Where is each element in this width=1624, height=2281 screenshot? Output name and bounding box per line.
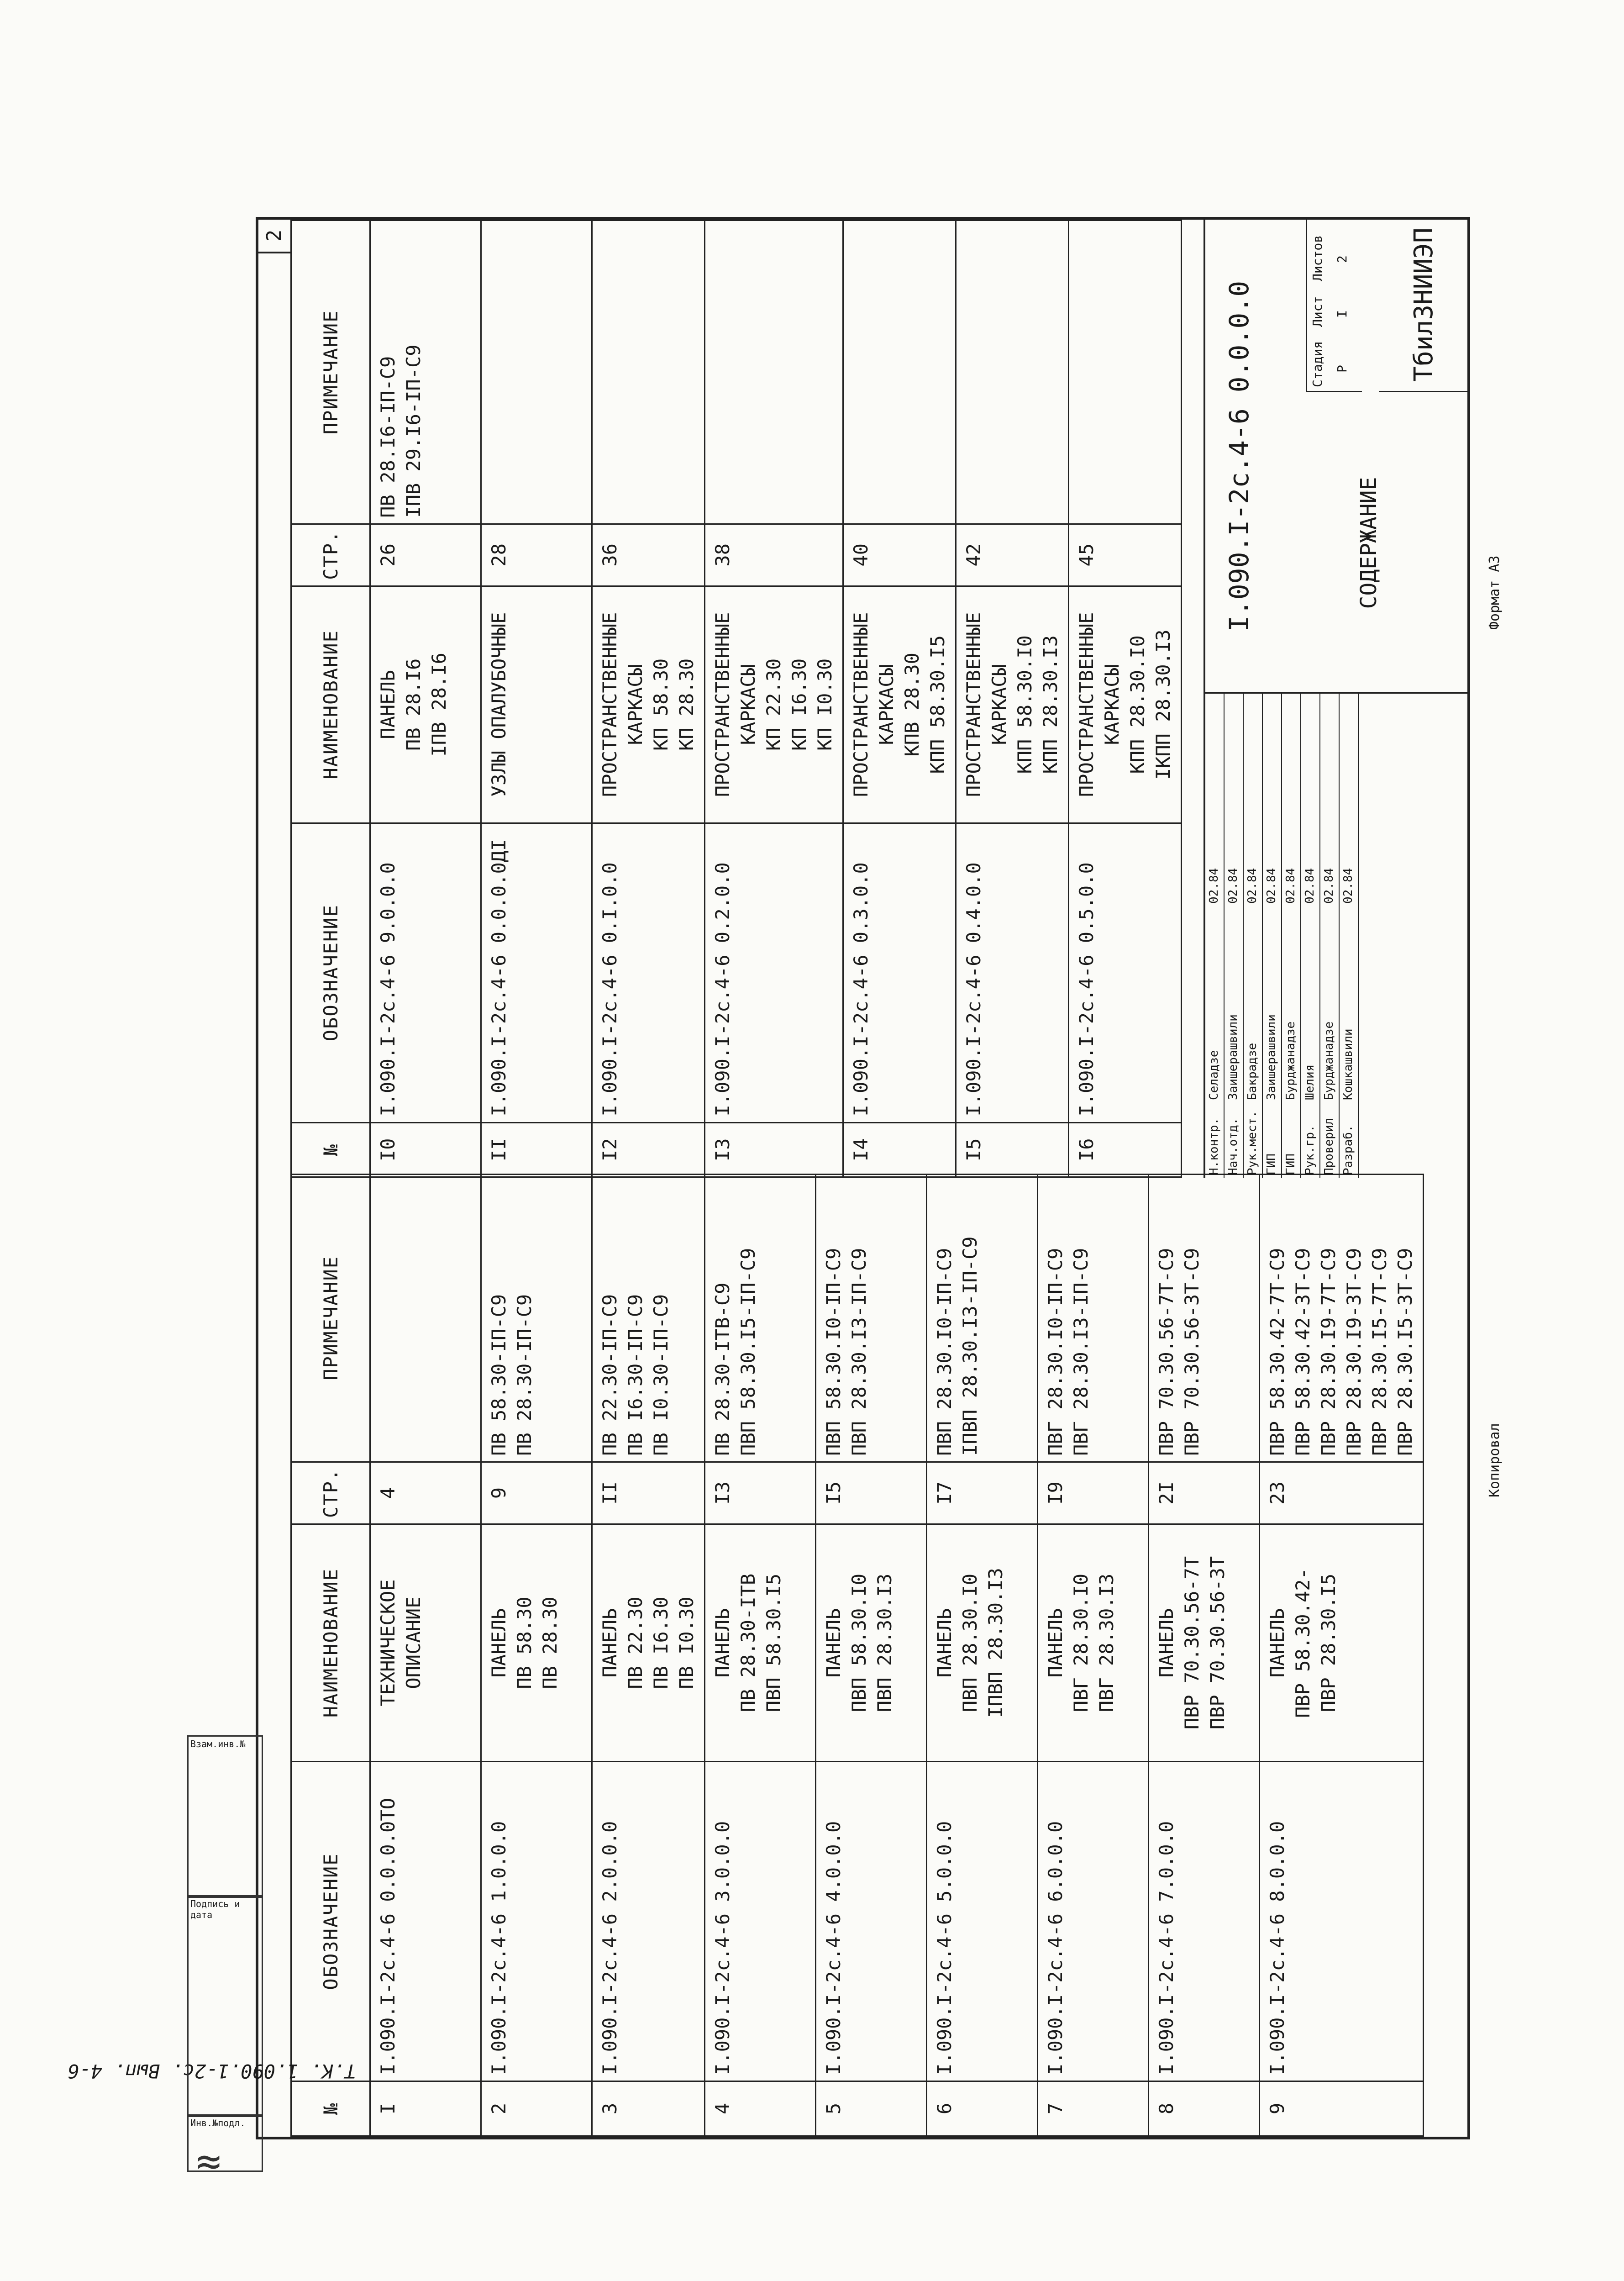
row-note — [592, 1174, 705, 1462]
row-number: 7 — [1038, 2081, 1149, 2136]
stamp-name: Заишерашвили — [1265, 1014, 1278, 1100]
row-name-line: ПРОСТРАНСТВЕННЫЕ — [1075, 612, 1098, 797]
stamp-row — [1205, 694, 1225, 1178]
stage-box — [1306, 218, 1362, 392]
row-page: II — [592, 1462, 705, 1524]
sheet-value: I — [1335, 310, 1350, 318]
row-name-line: ПВ 28.30 — [539, 1596, 561, 1689]
row-note — [370, 221, 481, 524]
stamp-row — [1225, 694, 1244, 1178]
stamp-row — [1320, 694, 1340, 1178]
row-note — [370, 1174, 481, 1462]
row-note — [843, 221, 956, 524]
row-number: I4 — [843, 1122, 956, 1177]
table-row — [481, 1174, 592, 2136]
row-page: 36 — [592, 524, 705, 586]
archive-cell: Инв.№подл. — [190, 2118, 246, 2128]
row-note-line: ПВ I0.30-IП-С9 — [650, 1294, 672, 1456]
side-code: Т.К. 1.090.1-2с. Вып. 4-6 — [67, 2060, 356, 2082]
contents-table-left — [290, 1174, 1424, 2137]
row-name-line: КАРКАСЫ — [988, 664, 1010, 745]
row-name-line: ПВ 22.30 — [624, 1596, 646, 1689]
table-row — [705, 1174, 816, 2136]
row-number: 9 — [1260, 2081, 1424, 2136]
stamp-date: 02.84 — [1322, 868, 1336, 904]
row-page: I3 — [705, 1462, 816, 1524]
rotated-content — [258, 220, 1503, 2137]
row-code: I.090.I-2с.4-6 0.4.0.0 — [956, 823, 1069, 1122]
table-row — [481, 221, 592, 1177]
table-row — [705, 221, 843, 1177]
stamp-name: Бурджанадзе — [1284, 1021, 1298, 1100]
header-name: НАИМЕНОВАНИЕ — [291, 1524, 370, 1762]
row-code: I.090.I-2с.4-6 4.0.0.0 — [816, 1762, 927, 2081]
row-name-line: ПРОСТРАНСТВЕННЫЕ — [962, 612, 985, 797]
row-number: I0 — [370, 1122, 481, 1177]
row-number: I6 — [1069, 1122, 1182, 1177]
row-name — [816, 1524, 927, 1762]
row-code: I.090.I-2с.4-6 0.0.0.0ТО — [370, 1762, 481, 2081]
row-note — [816, 1174, 927, 1462]
row-note-line: ПВ I6.30-IП-С9 — [624, 1294, 646, 1456]
sheets-label: Листов — [1310, 235, 1325, 281]
stamp-date: 02.84 — [1207, 868, 1221, 904]
stage-label: Стадия — [1310, 341, 1325, 387]
row-code: I.090.I-2с.4-6 5.0.0.0 — [927, 1762, 1038, 2081]
row-name — [370, 586, 481, 823]
table-row — [1260, 1174, 1424, 2136]
header-page: СТР. — [291, 1462, 370, 1524]
organization: ТбилЗНИИЭП — [1379, 218, 1469, 392]
row-code: I.090.I-2с.4-6 0.3.0.0 — [843, 823, 956, 1122]
row-name-line: КП 22.30 — [762, 658, 785, 751]
row-name — [370, 1524, 481, 1762]
row-name-line: КАРКАСЫ — [737, 664, 759, 745]
row-name-line: ПВ 58.30 — [513, 1596, 536, 1689]
row-page: 23 — [1260, 1462, 1424, 1524]
row-note-line: ПВ 28.I6-IП-С9 — [377, 356, 399, 518]
table-row — [956, 221, 1069, 1177]
row-name — [927, 1524, 1038, 1762]
header-num: № — [291, 1122, 370, 1177]
title-block — [1204, 220, 1469, 1178]
row-page: 42 — [956, 524, 1069, 586]
row-name-line: IПВП 28.30.I3 — [984, 1568, 1007, 1718]
stamp-row — [1282, 694, 1301, 1178]
row-number: I3 — [705, 1122, 843, 1177]
stamp-date: 02.84 — [1341, 868, 1355, 904]
row-note-line: IПВ 29.I6-IП-С9 — [402, 344, 425, 518]
stamp-row — [1340, 694, 1359, 1178]
table-row — [1149, 1174, 1260, 2136]
copied-label: Копировал — [1487, 1423, 1503, 1497]
row-name — [592, 586, 705, 823]
row-note-line: ПВР 28.30.I5-3Т-С9 — [1394, 1248, 1416, 1456]
row-name-line: ПВП 28.30.I0 — [959, 1573, 981, 1712]
row-name-line: ПАНЕЛЬ — [599, 1608, 621, 1678]
row-code: I.090.I-2с.4-6 6.0.0.0 — [1038, 1762, 1149, 2081]
table-row — [592, 1174, 705, 2136]
archive-cell: Подпись и дата — [190, 1898, 240, 1920]
row-note-line: IПВП 28.30.I3-IП-С9 — [959, 1236, 981, 1456]
row-code: I.090.I-2с.4-6 2.0.0.0 — [592, 1762, 705, 2081]
stamp-role: ГИП — [1265, 1154, 1278, 1175]
header-code: ОБОЗНАЧЕНИЕ — [291, 823, 370, 1122]
row-name — [1149, 1524, 1260, 1762]
row-number: II — [481, 1122, 592, 1177]
row-note — [956, 221, 1069, 524]
archive-cell: Взам.инв.№ — [190, 1738, 246, 1749]
row-page: 40 — [843, 524, 956, 586]
row-name-line: КАРКАСЫ — [624, 664, 646, 745]
row-note-line: ПВР 70.30.56-3Т-С9 — [1181, 1248, 1203, 1456]
row-name-line: ПВГ 28.30.I0 — [1070, 1573, 1092, 1712]
stamp-name: Селадзе — [1207, 1050, 1221, 1100]
table-row — [843, 221, 956, 1177]
stamp-role: Рук.гр. — [1303, 1125, 1317, 1175]
stamp-row — [1301, 694, 1320, 1178]
row-number: I — [370, 2081, 481, 2136]
row-name — [592, 1524, 705, 1762]
stamp-name: Бакрадзе — [1246, 1043, 1259, 1100]
row-note — [927, 1174, 1038, 1462]
row-page: I7 — [927, 1462, 1038, 1524]
row-name — [843, 586, 956, 823]
row-note-line: ПВ 28.30-IП-С9 — [513, 1294, 536, 1456]
handwritten-signature: ≈ — [196, 2137, 221, 2185]
row-name-line: КПП 28.30.I3 — [1039, 635, 1062, 774]
row-note-line: ПВ 58.30-IП-С9 — [488, 1294, 510, 1456]
row-note-line: ПВП 28.30.I0-IП-С9 — [933, 1248, 956, 1456]
stamp-role: Рук.мест. — [1246, 1111, 1259, 1175]
row-name-line: ПАНЕЛЬ — [822, 1608, 845, 1678]
row-note-line: ПВР 58.30.42-7Т-С9 — [1266, 1248, 1288, 1456]
row-name-line: ПАНЕЛЬ — [933, 1608, 956, 1678]
row-code: I.090.I-2с.4-6 0.5.0.0 — [1069, 823, 1182, 1122]
stamp-role: Разраб. — [1341, 1125, 1355, 1175]
row-code: I.090.I-2с.4-6 1.0.0.0 — [481, 1762, 592, 2081]
row-code: I.090.I-2с.4-6 0.2.0.0 — [705, 823, 843, 1122]
row-number: I2 — [592, 1122, 705, 1177]
row-name — [1260, 1524, 1424, 1762]
row-note-line: ПВП 58.30.I0-IП-С9 — [822, 1248, 845, 1456]
stamp-name: Заишерашвили — [1226, 1014, 1240, 1100]
row-name-line: КАРКАСЫ — [875, 664, 898, 745]
row-name-line: ОПИСАНИЕ — [402, 1596, 425, 1689]
stamp-date: 02.84 — [1246, 868, 1259, 904]
row-note-line: ПВГ 28.30.I3-IП-С9 — [1070, 1248, 1092, 1456]
row-code: I.090.I-2с.4-6 7.0.0.0 — [1149, 1762, 1260, 2081]
row-number: 8 — [1149, 2081, 1260, 2136]
row-page: 26 — [370, 524, 481, 586]
row-code: I.090.I-2с.4-6 0.0.0.0ДI — [481, 823, 592, 1122]
stage-value: Р — [1335, 365, 1350, 373]
row-note-line: ПВП 28.30.I3-IП-С9 — [848, 1248, 870, 1456]
row-name-line: ПАНЕЛЬ — [711, 1608, 734, 1678]
stamp-date: 02.84 — [1226, 868, 1240, 904]
row-name-line: ПАНЕЛЬ — [1155, 1608, 1177, 1678]
row-name-line: ПВР 70.30.56-3Т — [1206, 1556, 1229, 1730]
row-note-line: ПВР 28.30.I5-7Т-С9 — [1368, 1248, 1391, 1456]
row-name-line: ПВ 28.I6 — [402, 658, 425, 751]
stamp-role: Проверил — [1322, 1117, 1336, 1175]
stamp-row — [1244, 694, 1263, 1178]
header-note: ПРИМЕЧАНИЕ — [291, 221, 370, 524]
row-page: 45 — [1069, 524, 1182, 586]
header-page: СТР. — [291, 524, 370, 586]
header-name: НАИМЕНОВАНИЕ — [291, 586, 370, 823]
row-name-line: ПАНЕЛЬ — [488, 1608, 510, 1678]
row-note — [705, 221, 843, 524]
row-name-line: КПП 58.30.I0 — [1014, 635, 1036, 774]
row-name-line: КП 58.30 — [650, 658, 672, 751]
table-row — [816, 1174, 927, 2136]
row-note-line: ПВГ 28.30.I0-IП-С9 — [1044, 1248, 1067, 1456]
row-name-line: ПРОСТРАНСТВЕННЫЕ — [711, 612, 734, 797]
row-note-line: ПВР 28.30.I9-7Т-С9 — [1317, 1248, 1340, 1456]
row-name-line: ПРОСТРАНСТВЕННЫЕ — [850, 612, 872, 797]
row-note-line: ПВ 22.30-IП-С9 — [599, 1294, 621, 1456]
row-page: 9 — [481, 1462, 592, 1524]
row-note — [481, 1174, 592, 1462]
row-code: I.090.I-2с.4-6 9.0.0.0 — [370, 823, 481, 1122]
drawing-sheet — [256, 217, 1503, 2139]
row-name — [705, 1524, 816, 1762]
row-name-line: ПВП 28.30.I3 — [873, 1573, 896, 1712]
archive-box — [187, 1735, 263, 1898]
row-name-line: КП I6.30 — [788, 658, 810, 751]
row-name-line: IКПП 28.30.I3 — [1152, 629, 1174, 780]
table-row — [1069, 221, 1182, 1177]
row-name-line: КПП 58.30.I5 — [926, 635, 949, 774]
row-name — [1069, 586, 1182, 823]
row-number: 3 — [592, 2081, 705, 2136]
table-row — [927, 1174, 1038, 2136]
row-page: 38 — [705, 524, 843, 586]
row-note — [1069, 221, 1182, 524]
row-page: 4 — [370, 1462, 481, 1524]
header-num: № — [291, 2081, 370, 2136]
document-code: I.090.I-2с.4-6 0.0.0.0 — [1224, 280, 1255, 632]
row-note — [481, 221, 592, 524]
row-name-line: ПВП 58.30.I5 — [762, 1573, 785, 1712]
archive-box — [187, 1895, 263, 2117]
stamp-date: 02.84 — [1265, 868, 1278, 904]
row-name-line: ПВР 28.30.I5 — [1317, 1573, 1340, 1712]
row-name-line: ПВП 58.30.I0 — [848, 1573, 870, 1712]
row-note — [705, 1174, 816, 1462]
row-name — [1038, 1524, 1149, 1762]
row-name-line: КАРКАСЫ — [1101, 664, 1123, 745]
stamp-name: Кошкашвили — [1341, 1028, 1355, 1100]
row-note-line: ПВ 28.30-IТВ-С9 — [711, 1282, 734, 1456]
header-code: ОБОЗНАЧЕНИЕ — [291, 1762, 370, 2081]
sheets-value: 2 — [1335, 255, 1350, 263]
row-name-line: КП 28.30 — [675, 658, 698, 751]
stamp-name: Шелия — [1303, 1064, 1317, 1100]
row-note-line: ПВР 58.30.42-3Т-С9 — [1292, 1248, 1314, 1456]
contents-table-right — [290, 220, 1182, 1178]
row-name-line: ПАНЕЛЬ — [377, 669, 399, 739]
row-name-line: КП I0.30 — [814, 658, 836, 751]
stamp-role: Н.контр. — [1207, 1117, 1221, 1175]
row-note — [592, 221, 705, 524]
row-note-line: ПВП 58.30.I5-IП-С9 — [737, 1248, 759, 1456]
row-number: 5 — [816, 2081, 927, 2136]
row-page: 28 — [481, 524, 592, 586]
page-number: 2 — [258, 220, 292, 253]
format-label: Формат А3 — [1487, 555, 1503, 630]
table-row — [370, 1174, 481, 2136]
row-page: 2I — [1149, 1462, 1260, 1524]
table-row — [370, 221, 481, 1177]
row-code: I.090.I-2с.4-6 3.0.0.0 — [705, 1762, 816, 2081]
stamp-row — [1263, 694, 1282, 1178]
signature-stamp — [1205, 692, 1469, 1178]
row-note-line: ПВР 28.30.I9-3Т-С9 — [1343, 1248, 1365, 1456]
row-number: 4 — [705, 2081, 816, 2136]
row-name-line: ТЕХНИЧЕСКОЕ — [377, 1579, 399, 1707]
row-name-line: ПВГ 28.30.I3 — [1095, 1573, 1118, 1712]
stamp-name: Бурджанадзе — [1322, 1021, 1336, 1100]
table-row — [1038, 1174, 1149, 2136]
row-number: 2 — [481, 2081, 592, 2136]
row-name — [705, 586, 843, 823]
row-name-line: КПВ 28.30 — [901, 653, 923, 757]
row-code: I.090.I-2с.4-6 8.0.0.0 — [1260, 1762, 1424, 2081]
row-name-line: ПВР 70.30.56-7Т — [1181, 1556, 1203, 1730]
header-note: ПРИМЕЧАНИЕ — [291, 1174, 370, 1462]
row-page: I9 — [1038, 1462, 1149, 1524]
row-name-line: ПВР 58.30.42- — [1292, 1568, 1314, 1718]
row-name-line: ПАНЕЛЬ — [1266, 1608, 1288, 1678]
row-name — [481, 586, 592, 823]
sheet-label: Лист — [1310, 296, 1325, 327]
row-name-line: ПРОСТРАНСТВЕННЫЕ — [599, 612, 621, 797]
stamp-date: 02.84 — [1303, 868, 1317, 904]
row-page: I5 — [816, 1462, 927, 1524]
row-name-line: ПВ 28.30-IТВ — [737, 1573, 759, 1712]
row-note — [1038, 1174, 1149, 1462]
row-name-line: ПАНЕЛЬ — [1044, 1608, 1067, 1678]
row-code: I.090.I-2с.4-6 0.I.0.0 — [592, 823, 705, 1122]
row-note — [1260, 1174, 1424, 1462]
table-row — [592, 221, 705, 1177]
stamp-role: ГИП — [1284, 1154, 1298, 1175]
row-name — [481, 1524, 592, 1762]
row-note-line: ПВР 70.30.56-7Т-С9 — [1155, 1248, 1177, 1456]
stamp-date: 02.84 — [1284, 868, 1298, 904]
row-name-line: IПВ 28.I6 — [428, 653, 450, 757]
row-note — [1149, 1174, 1260, 1462]
row-number: 6 — [927, 2081, 1038, 2136]
row-name-line: ПВ I0.30 — [675, 1596, 698, 1689]
row-name — [956, 586, 1069, 823]
row-number: I5 — [956, 1122, 1069, 1177]
row-name-line: УЗЛЫ ОПАЛУБОЧНЫЕ — [488, 612, 510, 797]
stamp-role: Нач.отд. — [1226, 1117, 1240, 1175]
document-title: СОДЕРЖАНИЕ — [1356, 477, 1382, 609]
row-name-line: КПП 28.30.I0 — [1126, 635, 1149, 774]
row-name-line: ПВ I6.30 — [650, 1596, 672, 1689]
